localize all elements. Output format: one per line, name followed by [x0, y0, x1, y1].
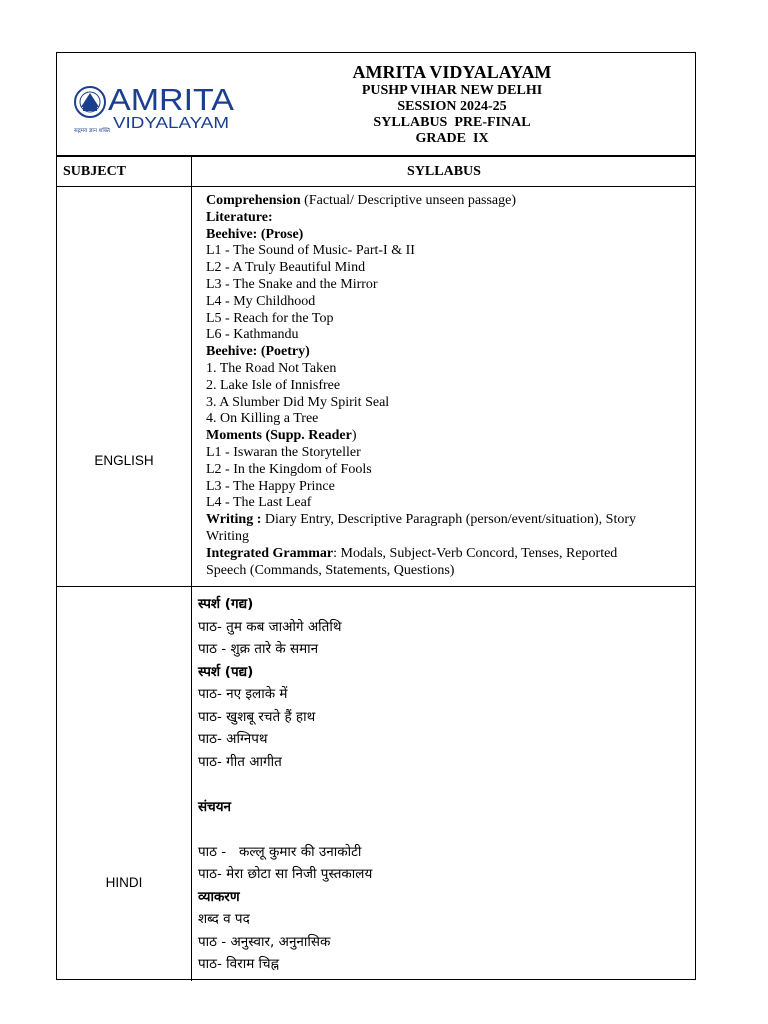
vyakaran-heading: व्याकरण: [198, 888, 240, 905]
list-item: L4 - The Last Leaf: [206, 495, 312, 511]
gadya-heading: स्पर्श (गद्य): [198, 596, 254, 612]
amrita-vidyalayam-logo: [73, 83, 237, 135]
list-item: पाठ- नए इलाके में: [198, 686, 288, 702]
list-item: L6 - Kathmandu: [206, 327, 299, 343]
school-name: AMRITA VIDYALAYAM: [352, 62, 552, 82]
list-item: L1 - Iswaran the Storyteller: [206, 444, 361, 460]
list-item: L2 - In the Kingdom of Fools: [206, 461, 372, 477]
literature-heading: Literature:: [206, 209, 273, 225]
exam-label: SYLLABUS PRE-FINAL: [373, 115, 531, 130]
grade-label: GRADE IX: [415, 131, 489, 146]
list-item: 1. The Road Not Taken: [206, 360, 337, 376]
list-item: पाठ - शुक्र तारे के समान: [198, 641, 319, 657]
list-item: पाठ- खुशबू रचते हैं हाथ: [198, 708, 316, 725]
list-item: पाठ - अनुस्वार, अनुनासिक: [198, 933, 331, 950]
list-item: पाठ- अग्निपथ: [198, 731, 268, 747]
row-divider: [57, 586, 695, 587]
list-item: L2 - A Truly Beautiful Mind: [206, 260, 366, 276]
spacer: [198, 818, 678, 841]
school-location: PUSHP VIHAR NEW DELHI: [361, 83, 543, 98]
logo-subtext: VIDYALAYAM: [113, 115, 229, 132]
school-header: [307, 61, 597, 147]
list-item: पाठ- विराम चिह्न: [198, 956, 280, 972]
syllabus-document: [56, 52, 696, 980]
list-item: L3 - The Snake and the Mirror: [206, 276, 378, 292]
comprehension-line: Comprehension (Factual/ Descriptive unseen passage): [206, 193, 517, 208]
list-item: पाठ- तुम कब जाओगे अतिथि: [198, 618, 342, 635]
subject-english: ENGLISH: [94, 453, 154, 468]
writing-line: Writing : Diary Entry, Descriptive Paragraph (person/event/situation), Story: [206, 512, 637, 528]
prose-heading: Beehive: (Prose): [206, 226, 304, 242]
column-divider: [191, 156, 192, 981]
grammar-line: Integrated Grammar: Modals, Subject-Verb Concord, Tenses, Reported: [206, 545, 618, 561]
list-item: 3. A Slumber Did My Spirit Seal: [206, 394, 390, 410]
syllabus-column-header: SYLLABUS: [407, 164, 481, 179]
list-item: L5 - Reach for the Top: [206, 310, 334, 326]
list-item: पाठ- मेरा छोटा सा निजी पुस्तकालय: [198, 866, 373, 882]
list-item: शब्द व पद: [198, 911, 250, 927]
grammar-line-continued: Speech (Commands, Statements, Questions): [206, 562, 455, 578]
list-item: पाठ- गीत आगीत: [198, 753, 282, 770]
hindi-syllabus: [198, 593, 678, 976]
logo-tagline: सद्गमय ज्ञान शक्ति: [74, 128, 110, 134]
list-item: 2. Lake Isle of Innisfree: [206, 377, 341, 393]
padya-heading: स्पर्श (पद्य): [198, 663, 254, 680]
list-item: पाठ - कल्लू कुमार की उनाकोटी: [198, 843, 362, 860]
list-item: L3 - The Happy Prince: [206, 478, 335, 494]
subject-column-header: SUBJECT: [63, 164, 127, 179]
writing-line-continued: Writing: [206, 528, 249, 544]
spacer: [198, 773, 678, 796]
english-syllabus: [206, 193, 686, 579]
emblem-icon: [75, 87, 105, 117]
session-label: SESSION 2024-25: [397, 99, 507, 114]
poetry-heading: Beehive: (Poetry): [206, 344, 310, 360]
logo-wordmark: AMRITA: [108, 83, 235, 117]
sanchayan-heading: संचयन: [198, 798, 232, 815]
list-item: L1 - The Sound of Music- Part-I & II: [206, 243, 415, 259]
list-item: 4. On Killing a Tree: [206, 411, 319, 427]
moments-heading: Moments (Supp. Reader): [206, 428, 357, 444]
subject-hindi: HINDI: [105, 875, 143, 890]
list-item: L4 - My Childhood: [206, 293, 316, 309]
